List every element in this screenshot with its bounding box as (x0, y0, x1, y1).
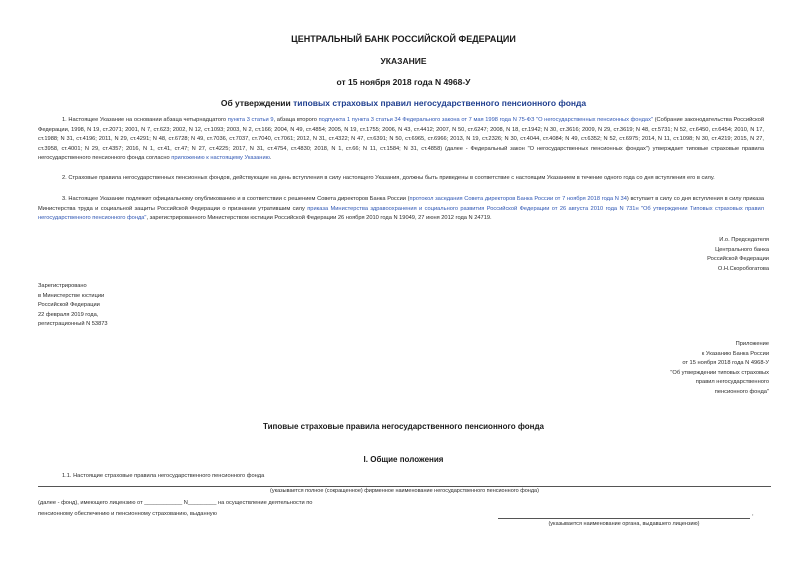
caption-fund-name: (указывается полное (сокращенное) фирменное наименование негосударственного пенсионного фонда) (270, 488, 539, 494)
document-type: УКАЗАНИЕ (380, 56, 427, 66)
fill-line-fund-name (38, 486, 771, 487)
license-line: (далее - фонд), имеющего лицензию от ____________ N_________ на осуществление деятельности по (38, 500, 313, 506)
para3-text-a: 3. Настоящее Указание подлежит официальному опубликованию и в соответствии с решением Совета директоров Банка России ( (62, 196, 410, 202)
comma: , (752, 511, 754, 517)
issuer-heading: ЦЕНТРАЛЬНЫЙ БАНК РОССИЙСКОЙ ФЕДЕРАЦИИ (291, 34, 516, 44)
link-ministry-order-731n[interactable]: приказа Министерства здравоохранения и социального развития Российской Федерации от 26 августа 2010 года N 731н "Об утверждении Типовых страховых правил негосударственного пенсионного фонда" (38, 205, 764, 222)
section-heading: I. Общие положения (363, 455, 444, 464)
document-date-number: от 15 ноября 2018 года N 4968-У (336, 77, 471, 87)
appendix-line: Приложение (735, 341, 769, 347)
clause-1-1: 1.1. Настоящие страховые правила негосударственного пенсионного фонда (62, 473, 265, 479)
appendix-line: от 15 ноября 2018 года N 4968-У (682, 360, 769, 367)
para1-text-b: , абзаца второго (273, 117, 319, 123)
para1-text-a: 1. Настоящее Указание на основании абзаца четырнадцатого (62, 117, 228, 123)
document-title (0, 98, 807, 108)
paragraph-1 (38, 116, 764, 164)
registration-line: 22 февраля 2019 года, (38, 311, 99, 318)
appendix-line: к Указанию Банка России (701, 350, 769, 357)
paragraph-2: 2. Страховые правила негосударственных пенсионных фондов, действующие на день вступления в силу настоящего Указания, должны быть приведены в соответствие с настоящим Указанием в течение одного года со дня вступления его в силу. (62, 175, 715, 181)
para3-text-c: , зарегистрированного Министерством юстиции Российской Федерации 26 ноября 2010 года N 19049, 27 июня 2012 года N 24719. (146, 215, 492, 222)
appendix-line: правил негосударственного (695, 379, 769, 386)
caption-license-issuer: (указывается наименование органа, выдавшего лицензию) (548, 521, 700, 527)
document-title-link[interactable]: типовых страховых правил негосударственного пенсионного фонда (293, 98, 587, 108)
signature-line: Центрального банка (715, 246, 769, 253)
signature-block (569, 236, 769, 274)
registration-line: в Министерстве юстиции (38, 292, 105, 299)
para3-text-b: ) вступает в силу со дня вступления в силу приказа Министерства труда и социальной защиты Российской Федерации о признании утратившим силу (38, 196, 765, 212)
license-line-2: пенсионному обеспечению и пенсионному страхованию, выданную (38, 511, 217, 517)
para1-text-d: . (269, 155, 272, 162)
rules-title: Типовые страховые правила негосударственного пенсионного фонда (263, 422, 544, 431)
registration-line: Зарегистрировано (38, 283, 87, 289)
registration-block (38, 282, 238, 330)
link-federal-law-75fz[interactable]: подпункта 1 пункта 3 статьи 34 Федерального закона от 7 мая 1998 года N 75-ФЗ "О негосударственных пенсионных фондах" (318, 117, 653, 123)
fill-line-issuer (498, 518, 750, 519)
signatory-name: О.Н.Скоробогатова (717, 265, 769, 272)
registration-line: Российской Федерации (38, 302, 100, 309)
appendix-line: пенсионного фонда" (714, 388, 769, 395)
paragraph-3 (38, 195, 764, 224)
signature-line: И.о. Председателя (719, 237, 769, 243)
link-appendix[interactable]: приложению к настоящему Указанию (171, 155, 270, 162)
registration-number: регистрационный N 53873 (38, 321, 108, 328)
signature-line: Российской Федерации (707, 256, 769, 263)
link-board-protocol[interactable]: протокол заседания Совета директоров Банка России от 7 ноября 2018 года N 34 (409, 196, 627, 202)
para1-text-c: (Собрание законодательства Российской Федерации, 1998, N 19, ст.2071; 2001, N 7, ст.623; 2002, N 12, ст.1093; 2003, N 2, ст.166; 2004, N 49, ст.4854; 2005, N 19, ст.1755; 2006, N 43, ст.4412; 2007, N 50, ст.6247; 2008, N 18, ст.1942; N 30, ст.3616; 2009, N 29, ст.3619; N 48, ст.5731; N 52, ст.6450, ст.6454; 2010, N 17, ст.1988; N 31, ст.4196; 2011, N 29, ст.4291; N 48, ст.6728; N 49, ст.7036, ст.7037, ст.7040, ст.7061; 2012, N 31, ст.4322; N 47, ст.6391; N 50, ст.6965, ст.6966; 2013, N 19, ст.2326; N 30, ст.4044, ст.4084; N 49, ст.6352; N 52, ст.6975; 2014, N 11, ст.1098; N 30, ст.4219; 2015, N 27, ст.3958, ст.4001; N 29, ст.4357; 2016, N 1, ст.41, ст.47; N 27, ст.4225; 2017, N 31, ст.4754, ст.4830; 2018, N 1, ст.66; N 11, ст.1584; N 31, ст.4858) (далее - Федеральный закон "О негосударственных пенсионных фондах") утверждает типовые страховые правила негосударственного пенсионного фонда согласно (38, 117, 764, 162)
document-title-prefix: Об утверждении (220, 98, 294, 108)
link-article-9[interactable]: пункта 3 статьи 9 (227, 117, 274, 123)
appendix-line: "Об утверждении типовых страховых (670, 369, 769, 376)
appendix-block (569, 340, 769, 398)
